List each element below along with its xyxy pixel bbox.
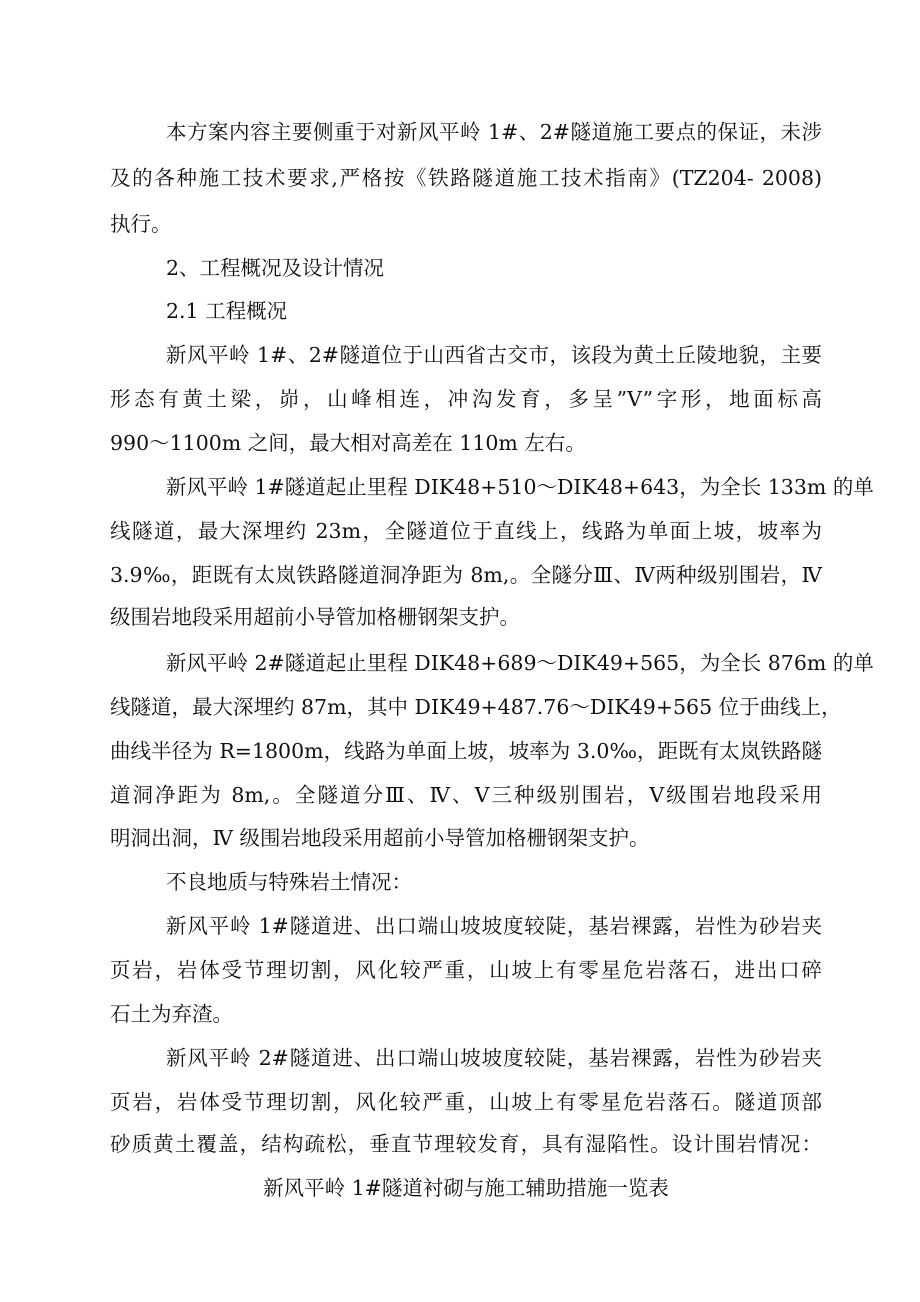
paragraph-line: 本方案内容主要侧重于对新风平岭 1#、2#隧道施工要点的保证，未涉: [166, 120, 822, 144]
paragraph-line: 级围岩地段采用超前小导管加格栅钢架支护。: [110, 605, 520, 629]
paragraph-line: 执行。: [110, 212, 172, 236]
section-heading: 2、工程概况及设计情况: [166, 256, 385, 280]
paragraph-line: 明洞出洞，Ⅳ 级围岩地段采用超前小导管加格栅钢架支护。: [110, 826, 650, 850]
paragraph-line: 新风平岭 2#隧道起止里程 DIK48+689～DIK49+565，为全长 876m 的单: [166, 651, 874, 675]
paragraph-line: 曲线半径为 R=1800m，线路为单面上坡，坡率为 3.0‰，距既有太岚铁路隧: [110, 739, 822, 763]
paragraph-line: 及的各种施工技术要求,严格按《铁路隧道施工技术指南》(TZ204- 2008): [110, 166, 822, 190]
paragraph-line: 形态有黄土梁，峁，山峰相连，冲沟发育，多呈”V”字形，地面标高: [110, 387, 822, 411]
paragraph-line: 线隧道，最大深埋约 87m，其中 DIK49+487.76～DIK49+565 位于曲线上，: [110, 695, 842, 719]
paragraph-line: 新风平岭 1#、2#隧道位于山西省古交市，该段为黄土丘陵地貌，主要: [166, 343, 822, 367]
subsection-heading: 2.1 工程概况: [166, 299, 288, 323]
paragraph-line: 道洞净距为 8m,。全隧道分Ⅲ、Ⅳ、Ⅴ三种级别围岩，Ⅴ级围岩地段采用: [110, 783, 822, 807]
paragraph-line: 石土为弃渣。: [110, 1002, 233, 1026]
paragraph-line: 页岩，岩体受节理切割，风化较严重，山坡上有零星危岩落石。隧道顶部: [110, 1090, 822, 1114]
paragraph-line: 页岩，岩体受节理切割，风化较严重，山坡上有零星危岩落石，进出口碎: [110, 958, 822, 982]
paragraph-line: 不良地质与特殊岩土情况：: [166, 870, 412, 894]
paragraph-line: 新风平岭 1#隧道起止里程 DIK48+510～DIK48+643，为全长 133m 的单: [166, 475, 874, 499]
paragraph-line: 砂质黄土覆盖，结构疏松，垂直节理较发育，具有湿陷性。设计围岩情况：: [110, 1132, 822, 1156]
paragraph-line: 新风平岭 2#隧道进、出口端山坡坡度较陡，基岩裸露，岩性为砂岩夹: [166, 1046, 822, 1070]
table-caption: 新风平岭 1#隧道衬砌与施工辅助措施一览表: [263, 1176, 669, 1200]
paragraph-line: 3.9‰，距既有太岚铁路隧道洞净距为 8m,。全隧分Ⅲ、Ⅳ两种级别围岩，Ⅳ: [110, 563, 822, 587]
paragraph-line: 新风平岭 1#隧道进、出口端山坡坡度较陡，基岩裸露，岩性为砂岩夹: [166, 914, 822, 938]
paragraph-line: 990～1100m 之间，最大相对高差在 110m 左右。: [110, 431, 586, 455]
paragraph-line: 线隧道，最大深埋约 23m，全隧道位于直线上，线路为单面上坡，坡率为: [110, 519, 822, 543]
